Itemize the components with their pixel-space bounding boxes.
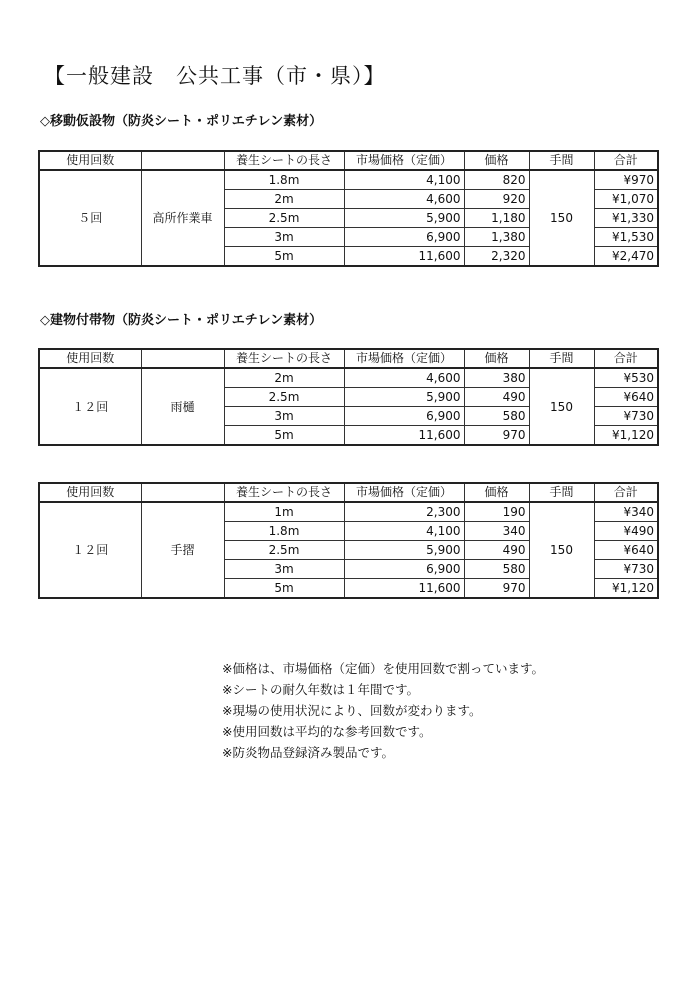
total-cell: ¥340 xyxy=(594,502,658,522)
table-header-row xyxy=(39,349,658,368)
total-cell: ¥490 xyxy=(594,522,658,541)
sheet-length-cell: 2.5m xyxy=(224,541,344,560)
sheet-length-cell: 2.5m xyxy=(224,209,344,228)
column-header xyxy=(141,349,224,368)
total-cell: ¥970 xyxy=(594,170,658,190)
market-price-cell: 4,600 xyxy=(344,190,464,209)
unit-price-cell: 970 xyxy=(464,579,529,599)
section-heading-building-attachments: ◇建物付帯物（防炎シート・ポリエチレン素材） xyxy=(40,313,323,328)
sheet-length-cell: 2.5m xyxy=(224,388,344,407)
unit-price-cell: 970 xyxy=(464,426,529,446)
total-cell: ¥1,120 xyxy=(594,579,658,599)
unit-price-cell: 190 xyxy=(464,502,529,522)
total-cell: ¥530 xyxy=(594,368,658,388)
market-price-cell: 4,100 xyxy=(344,170,464,190)
column-header: 価格 xyxy=(464,483,529,502)
column-header: 手間 xyxy=(529,349,594,368)
unit-price-cell: 580 xyxy=(464,407,529,426)
column-header xyxy=(141,483,224,502)
column-header: 養生シートの長さ xyxy=(224,151,344,170)
market-price-cell: 4,600 xyxy=(344,368,464,388)
sheet-length-cell: 2m xyxy=(224,190,344,209)
unit-price-cell: 1,380 xyxy=(464,228,529,247)
column-header: 合計 xyxy=(594,483,658,502)
total-cell: ¥730 xyxy=(594,407,658,426)
column-header: 養生シートの長さ xyxy=(224,483,344,502)
sheet-length-cell: 3m xyxy=(224,407,344,426)
item-name-cell: 雨樋 xyxy=(141,368,224,445)
price-table-handrail xyxy=(38,482,659,599)
unit-price-cell: 580 xyxy=(464,560,529,579)
column-header: 合計 xyxy=(594,151,658,170)
usage-count-cell: １２回 xyxy=(39,502,141,598)
column-header: 養生シートの長さ xyxy=(224,349,344,368)
column-header: 合計 xyxy=(594,349,658,368)
total-cell: ¥1,120 xyxy=(594,426,658,446)
total-cell: ¥640 xyxy=(594,388,658,407)
usage-count-cell: １２回 xyxy=(39,368,141,445)
note-line: ※使用回数は平均的な参考回数です。 xyxy=(222,724,432,739)
unit-price-cell: 820 xyxy=(464,170,529,190)
note-line: ※シートの耐久年数は１年間です。 xyxy=(222,682,419,697)
market-price-cell: 5,900 xyxy=(344,209,464,228)
market-price-cell: 6,900 xyxy=(344,407,464,426)
unit-price-cell: 340 xyxy=(464,522,529,541)
sheet-length-cell: 5m xyxy=(224,579,344,599)
column-header: 使用回数 xyxy=(39,349,141,368)
total-cell: ¥640 xyxy=(594,541,658,560)
market-price-cell: 11,600 xyxy=(344,247,464,267)
unit-price-cell: 490 xyxy=(464,541,529,560)
column-header: 手間 xyxy=(529,151,594,170)
total-cell: ¥730 xyxy=(594,560,658,579)
total-cell: ¥1,530 xyxy=(594,228,658,247)
market-price-cell: 6,900 xyxy=(344,560,464,579)
market-price-cell: 6,900 xyxy=(344,228,464,247)
total-cell: ¥1,070 xyxy=(594,190,658,209)
column-header: 価格 xyxy=(464,349,529,368)
table-row xyxy=(39,368,658,388)
table-header-row xyxy=(39,151,658,170)
column-header xyxy=(141,151,224,170)
sheet-length-cell: 1m xyxy=(224,502,344,522)
sheet-length-cell: 5m xyxy=(224,247,344,267)
page-title: 【一般建設 公共工事（市・県）】 xyxy=(44,64,386,88)
price-table-mobile-temporary xyxy=(38,150,659,267)
note-line: ※防炎物品登録済み製品です。 xyxy=(222,745,394,760)
column-header: 使用回数 xyxy=(39,151,141,170)
sheet-length-cell: 3m xyxy=(224,560,344,579)
column-header: 使用回数 xyxy=(39,483,141,502)
table-row xyxy=(39,502,658,522)
note-line: ※現場の使用状況により、回数が変わります。 xyxy=(222,703,482,718)
sheet-length-cell: 3m xyxy=(224,228,344,247)
sheet-length-cell: 1.8m xyxy=(224,522,344,541)
market-price-cell: 5,900 xyxy=(344,388,464,407)
usage-count-cell: ５回 xyxy=(39,170,141,266)
unit-price-cell: 380 xyxy=(464,368,529,388)
unit-price-cell: 2,320 xyxy=(464,247,529,267)
note-line: ※価格は、市場価格（定価）を使用回数で割っています。 xyxy=(222,661,544,676)
item-name-cell: 高所作業車 xyxy=(141,170,224,266)
labor-cost-cell: 150 xyxy=(529,502,594,598)
price-table-gutter xyxy=(38,348,659,446)
section-heading-mobile-temporary: ◇移動仮設物（防炎シート・ポリエチレン素材） xyxy=(40,114,323,129)
total-cell: ¥2,470 xyxy=(594,247,658,267)
table-row xyxy=(39,170,658,190)
labor-cost-cell: 150 xyxy=(529,170,594,266)
column-header: 価格 xyxy=(464,151,529,170)
unit-price-cell: 490 xyxy=(464,388,529,407)
market-price-cell: 4,100 xyxy=(344,522,464,541)
market-price-cell: 11,600 xyxy=(344,426,464,446)
column-header: 手間 xyxy=(529,483,594,502)
item-name-cell: 手摺 xyxy=(141,502,224,598)
labor-cost-cell: 150 xyxy=(529,368,594,445)
market-price-cell: 5,900 xyxy=(344,541,464,560)
column-header: 市場価格（定価） xyxy=(344,349,464,368)
market-price-cell: 2,300 xyxy=(344,502,464,522)
notes-list xyxy=(222,658,544,763)
sheet-length-cell: 5m xyxy=(224,426,344,446)
sheet-length-cell: 1.8m xyxy=(224,170,344,190)
sheet-length-cell: 2m xyxy=(224,368,344,388)
total-cell: ¥1,330 xyxy=(594,209,658,228)
column-header: 市場価格（定価） xyxy=(344,151,464,170)
unit-price-cell: 1,180 xyxy=(464,209,529,228)
column-header: 市場価格（定価） xyxy=(344,483,464,502)
unit-price-cell: 920 xyxy=(464,190,529,209)
table-header-row xyxy=(39,483,658,502)
market-price-cell: 11,600 xyxy=(344,579,464,599)
